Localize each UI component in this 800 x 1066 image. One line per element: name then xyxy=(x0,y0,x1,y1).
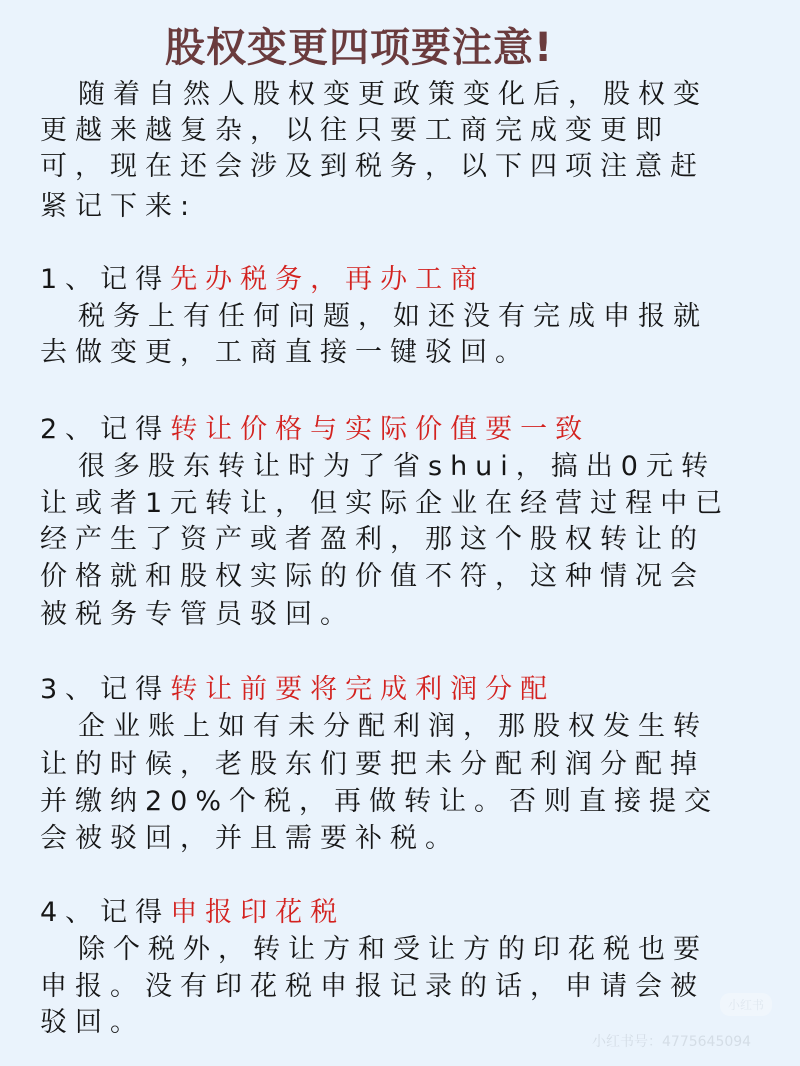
item-heading xyxy=(40,413,590,447)
item-number: 3、记得 xyxy=(40,674,171,705)
item-body-line: 驳回。 xyxy=(40,1007,145,1038)
item-body-line: 去做变更，工商直接一键驳回。 xyxy=(40,337,530,368)
item-body-line: 经产生了资产或者盈利，那这个股权转让的 xyxy=(40,524,705,555)
item-body-line: 让或者1元转让，但实际企业在经营过程中已 xyxy=(40,488,731,519)
item-heading xyxy=(40,673,555,707)
intro-line: 紧记下来: xyxy=(40,191,198,222)
item-highlight: 申报印花税 xyxy=(170,897,346,928)
item-highlight: 转让前要将完成利润分配 xyxy=(170,674,556,705)
item-highlight: 先办税务，再办工商 xyxy=(170,264,486,295)
watermark-logo: 小红书 xyxy=(720,993,772,1016)
item-body-line: 除个税外，转让方和受让方的印花税也要 xyxy=(78,934,708,965)
watermark-id: 小红书号：4775645094 xyxy=(592,1034,752,1050)
item-body-line: 并缴纳20%个税，再做转让。否则直接提交 xyxy=(40,786,720,817)
item-number: 1、记得 xyxy=(40,264,171,295)
page-title: 股权变更四项要注意! xyxy=(165,25,554,71)
item-heading xyxy=(40,896,345,930)
item-number: 4、记得 xyxy=(40,897,171,928)
item-body-line: 让的时候，老股东们要把未分配利润分配掉 xyxy=(40,749,705,780)
item-body-line: 企业账上如有未分配利润，那股权发生转 xyxy=(78,711,708,742)
item-body-line: 税务上有任何问题，如还没有完成申报就 xyxy=(78,301,708,332)
item-number: 2、记得 xyxy=(40,414,171,445)
intro-line: 可，现在还会涉及到税务，以下四项注意赶 xyxy=(40,151,705,182)
item-body-line: 价格就和股权实际的价值不符，这种情况会 xyxy=(40,561,705,592)
intro-line: 更越来越复杂，以往只要工商完成变更即 xyxy=(40,115,670,146)
item-body-line: 申报。没有印花税申报记录的话，申请会被 xyxy=(40,971,705,1002)
item-heading xyxy=(40,263,485,297)
intro-line: 随着自然人股权变更政策变化后，股权变 xyxy=(78,79,708,110)
item-highlight: 转让价格与实际价值要一致 xyxy=(170,414,591,445)
item-body-line: 很多股东转让时为了省shui，搞出0元转 xyxy=(78,451,716,482)
item-body-line: 被税务专管员驳回。 xyxy=(40,599,355,630)
item-body-line: 会被驳回，并且需要补税。 xyxy=(40,823,460,854)
